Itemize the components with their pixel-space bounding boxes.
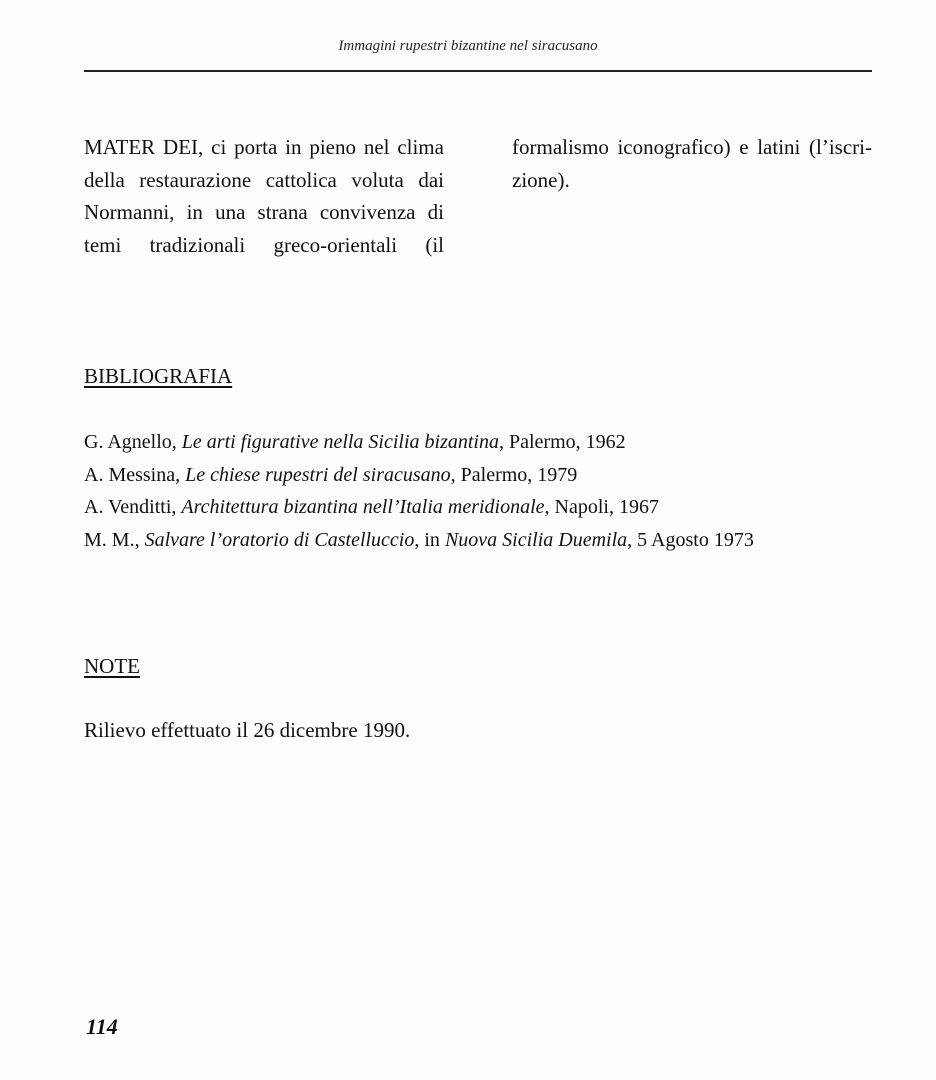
entry-title: Architettura bizantina nell’Italia meridionale,: [181, 496, 550, 518]
entry-author: A. Venditti,: [84, 496, 177, 518]
running-title: Immagini rupestri bizantine nel siracusano: [338, 38, 598, 54]
bibliography-entry: [84, 491, 874, 524]
entry-connector: , in: [414, 528, 445, 551]
entry-publication: , 5 Agosto 1973: [627, 528, 754, 551]
entry-publication: , Palermo, 1979: [450, 463, 578, 486]
left-line-2: della restaurazione cattolica voluta dai: [84, 167, 444, 192]
entry-title: Le arti figurative nella Sicilia bizantina: [181, 431, 499, 453]
left-line-3: Normanni, in una strana convivenza di: [84, 200, 444, 224]
left-line-1: MATER DEI, ci porta in pieno nel clima: [84, 135, 444, 159]
entry-publication: , Palermo, 1962: [499, 431, 626, 453]
bibliography-heading: BIBLIOGRAFIA: [84, 364, 233, 388]
bibliography-list: [84, 426, 874, 556]
entry-author: G. Agnello,: [84, 431, 177, 453]
left-line-4: temi tradizionali greco-orientali (il: [84, 232, 444, 257]
left-column: [84, 131, 444, 261]
entry-author: M. M.,: [84, 528, 140, 551]
bibliography-entry: [84, 426, 874, 459]
header-rule: [84, 70, 872, 72]
entry-title: Le chiese rupestri del siracusano: [185, 463, 451, 486]
entry-publication: Napoli, 1967: [549, 496, 659, 518]
page-number: 114: [86, 1014, 118, 1039]
entry-author: A. Messina,: [84, 463, 181, 486]
bibliography-entry: [84, 459, 874, 492]
right-line-1: formalismo iconografico) e latini (l’iscri-: [512, 135, 872, 159]
notes-heading: NOTE: [84, 654, 140, 678]
right-line-2: zione).: [512, 167, 570, 192]
note-text: Rilievo effettuato il 26 dicembre 1990.: [84, 718, 411, 742]
entry-journal: Nuova Sicilia Duemila: [444, 528, 628, 551]
right-column: [512, 131, 872, 196]
entry-title: Salvare l’oratorio di Castelluccio: [144, 528, 415, 551]
bibliography-entry: [84, 524, 874, 557]
